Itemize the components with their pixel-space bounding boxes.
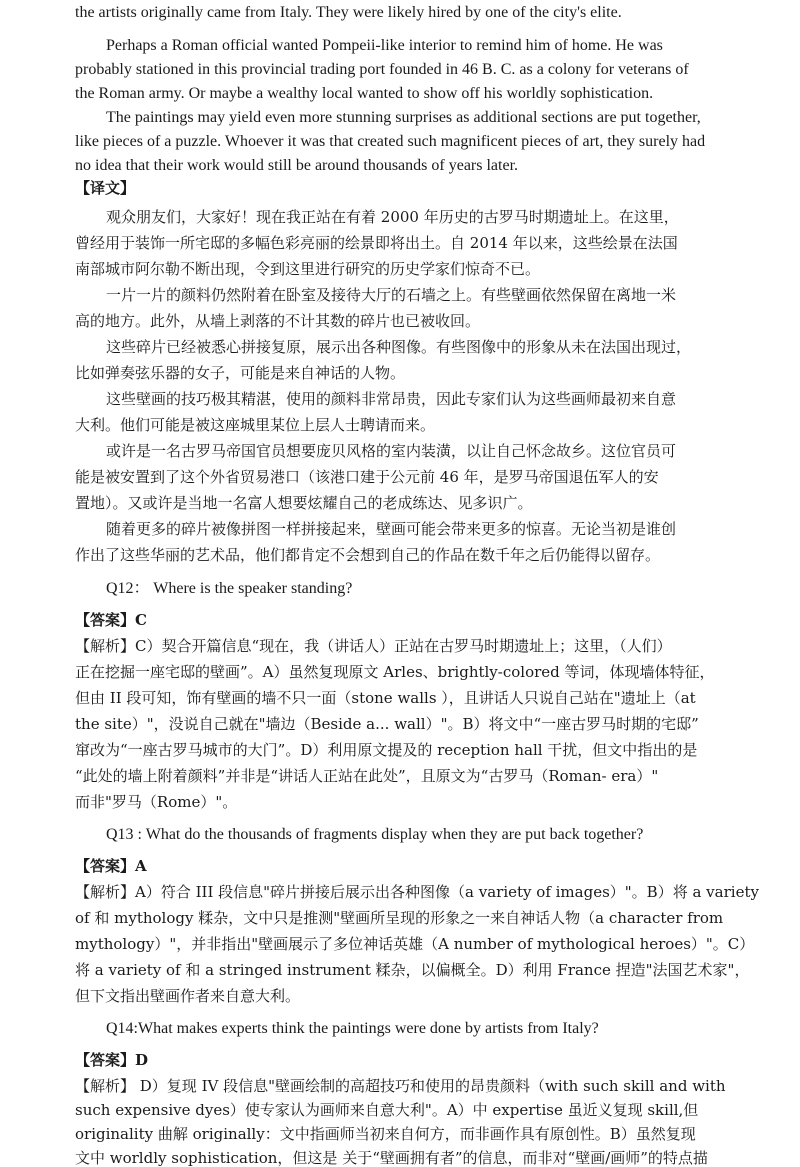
- text-line: 而非"罗马（Rome）"。: [75, 793, 238, 811]
- text-line: Q14:What makes experts think the paintings were done by artists from Italy?: [106, 1020, 599, 1037]
- text-line: the Roman army. Or maybe a wealthy local wanted to show off his worldly sophistication.: [75, 85, 654, 102]
- text-line: 但由 II 段可知，饰有壁画的墙不只一面（stone walls ），且讲话人只说自己站在"遗址上（at: [75, 689, 696, 707]
- text-line: Q13 : What do the thousands of fragments display when they are put back together?: [106, 826, 644, 843]
- text-line: 但下文指出壁画作者来自意大利。: [75, 987, 301, 1005]
- text-line: 将 a variety of 和 a stringed instrument 糅杂，以偏概全。D）利用 France 捏造"法国艺术家"，: [75, 961, 750, 979]
- text-line: such expensive dyes）使专家认为画师来自意大利"。A）中 expertise 虽近义复现 skill,但: [75, 1101, 699, 1119]
- text-line: 文中 worldly sophistication，但这是 关于“壁画拥有者”的信息，而非对“壁画/画师”的特点描: [75, 1149, 708, 1167]
- text-line: the site）"，没说自己就在"墙边（Beside a... wall）"。B）将文中“一座古罗马时期的宅邸”: [75, 715, 699, 733]
- text-line: 这些壁画的技巧极其精湛，使用的颜料非常昂贵，因此专家们认为这些画师最初来自意: [106, 390, 677, 408]
- text-line: 南部城市阿尔勒不断出现，令到这里进行研究的历史学家们惊奇不已。: [75, 260, 541, 278]
- text-line: “此处的墙上附着颜料”并非是“讲话人正站在此处”，且原文为“古罗马（Roman- era）": [75, 767, 659, 785]
- text-line: mythology）"，并非指出"壁画展示了多位神话英雄（A number of mythological heroes）"。C）: [75, 935, 755, 953]
- text-line: 作出了这些华丽的艺术品，他们都肯定不会想到自己的作品在数千年之后仍能得以留存。: [75, 546, 661, 564]
- text-line: 窜改为“一座古罗马城市的大门”。D）利用原文提及的 reception hall 干扰，但文中指出的是: [75, 741, 698, 759]
- text-line: 正在挖掘一座宅邸的壁画”。A）虽然复现原文 Arles、brightly-colored 等词，体现墙体特征，: [75, 663, 715, 681]
- text-line: Perhaps a Roman official wanted Pompeii-like interior to remind him of home. He was: [106, 37, 663, 54]
- text-line: 【答案】A: [75, 857, 147, 875]
- text-line: 比如弹奏弦乐器的女子，可能是来自神话的人物。: [75, 364, 406, 382]
- text-line: 【答案】C: [75, 611, 147, 629]
- text-line: 这些碎片已经被悉心拼接复原，展示出各种图像。有些图像中的形象从未在法国出现过，: [106, 338, 692, 356]
- text-line: 大利。他们可能是被这座城里某位上层人士聘请而来。: [75, 416, 436, 434]
- text-line: 【解析】C）契合开篇信息“现在，我（讲话人）正站在古罗马时期遗址上；这里，（人们）: [75, 637, 672, 655]
- text-line: probably stationed in this provincial trading port founded in 46 B. C. as a colony for veterans of: [75, 61, 689, 78]
- text-line: 置地）。又或许是当地一名富人想要炫耀自己的老成练达、见多识广。: [75, 494, 533, 512]
- text-line: Q12： Where is the speaker standing?: [106, 580, 353, 597]
- text-line: 能是被安置到了这个外省贸易港口（该港口建于公元前 46 年，是罗马帝国退伍军人的安: [75, 468, 659, 486]
- text-line: like pieces of a puzzle. Whoever it was that created such magnificent pieces of art, they surely had: [75, 133, 706, 150]
- text-line: 或许是一名古罗马帝国官员想要庞贝风格的室内装潢，以让自己怀念故乡。这位官员可: [106, 442, 677, 460]
- text-line: 观众朋友们，大家好！现在我正站在有着 2000 年历史的古罗马时期遗址上。在这里，: [106, 208, 679, 226]
- text-line: 随着更多的碎片被像拼图一样拼接起来，壁画可能会带来更多的惊喜。无论当初是谁创: [106, 520, 677, 538]
- text-line: 【译文】: [75, 179, 136, 197]
- text-line: 高的地方。此外，从墙上剥落的不计其数的碎片也已被收回。: [75, 312, 481, 330]
- text-line: The paintings may yield even more stunning surprises as additional sections are put together,: [106, 109, 701, 126]
- text-line: no idea that their work would still be around thousands of years later.: [75, 157, 519, 174]
- text-line: 一片一片的颜料仍然附着在卧室及接待大厅的石墙之上。有些壁画依然保留在离地一米: [106, 286, 677, 304]
- text-line: 【解析】A）符合 III 段信息"碎片拼接后展示出各种图像（a variety of images）"。B）将 a variety: [75, 883, 759, 901]
- text-line: 【解析】 D）复现 IV 段信息"壁画绘制的高超技巧和使用的昂贵颜料（with such skill and with: [75, 1077, 726, 1095]
- text-line: of 和 mythology 糅杂，文中只是推测"壁画所呈现的形象之一来自神话人物（a character from: [75, 909, 724, 927]
- text-line: originality 曲解 originally：文中指画师当初来自何方，而非画作具有原创性。B）虽然复现: [75, 1125, 696, 1143]
- text-line: 【答案】D: [75, 1051, 149, 1069]
- text-line: 曾经用于装饰一所宅邸的多幅色彩亮丽的绘景即将出土。自 2014 年以来，这些绘景在法国: [75, 234, 678, 252]
- text-line: the artists originally came from Italy. They were likely hired by one of the city's elite.: [75, 4, 622, 21]
